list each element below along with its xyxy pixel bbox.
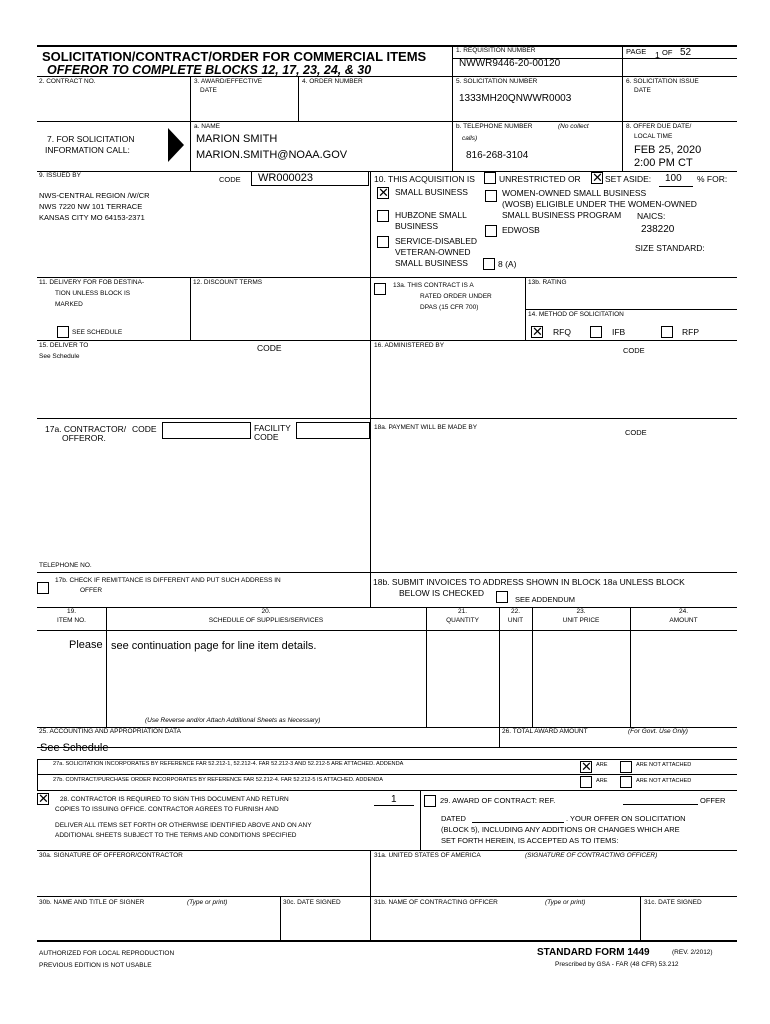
rule [630, 607, 631, 727]
your-offer-label: . YOUR OFFER ON SOLICITATION [566, 814, 686, 823]
rule [37, 759, 38, 790]
rule [106, 607, 107, 727]
percent-for-label: % FOR: [697, 174, 728, 184]
date-signed-label: 30c. DATE SIGNED [283, 899, 341, 906]
rule [472, 822, 564, 823]
submit-invoices-label-2: BELOW IS CHECKED [399, 588, 485, 598]
due-date-label: 8. OFFER DUE DATE/ [626, 123, 692, 130]
telephone-no-label: TELEPHONE NO. [39, 562, 92, 569]
col-quantity-number: 21. [457, 608, 468, 615]
set-aside-percent[interactable]: 100 [665, 173, 682, 184]
wosb-checkbox[interactable] [485, 190, 497, 202]
rule [370, 418, 371, 608]
contract-no-label: 2. CONTRACT NO. [39, 78, 96, 85]
govt-use-label: (For Govt. Use Only) [628, 728, 688, 735]
27b-are-not-label: ARE NOT ATTACHED [636, 778, 692, 784]
form-number: STANDARD FORM 1449 [537, 947, 650, 958]
rule [37, 630, 737, 631]
rule [190, 76, 191, 121]
rated-order-checkbox[interactable] [374, 283, 386, 295]
block5-label: (BLOCK 5), INCLUDING ANY ADDITIONS OR CHANGES WHICH ARE [441, 825, 680, 834]
award-contract-label: 29. AWARD OF CONTRACT: REF. [440, 796, 556, 805]
award-date-label-2: DATE [200, 87, 217, 94]
remittance-checkbox[interactable] [37, 582, 49, 594]
offer-due-date[interactable]: FEB 25, 2020 [634, 144, 702, 156]
solicitation-number[interactable]: 1333MH20QNWWR0003 [459, 93, 572, 104]
see-schedule-checkbox[interactable] [57, 326, 69, 338]
set-aside-label: SET ASIDE: [605, 174, 652, 184]
contact-email[interactable]: MARION.SMITH@NOAA.GOV [196, 149, 348, 161]
dated-label: DATED [441, 814, 466, 823]
see-addendum-label: SEE ADDENDUM [515, 595, 576, 604]
col-quantity-label: QUANTITY [446, 617, 479, 624]
info-call-label-2: INFORMATION CALL: [45, 145, 130, 155]
form-revision: (REV. 2/2012) [672, 949, 713, 956]
form-subtitle: OFFEROR TO COMPLETE BLOCKS 12, 17, 23, 24, & 30 [47, 63, 372, 77]
naics-label: NAICS: [637, 211, 666, 221]
page-label: PAGE [626, 47, 647, 56]
rfq-label: RFQ [553, 327, 571, 337]
see-addendum-checkbox[interactable] [496, 591, 508, 603]
28-label-1: 28. CONTRACTOR IS REQUIRED TO SIGN THIS DOCUMENT AND RETURN [60, 796, 289, 803]
col-schedule-number: 20. [261, 608, 271, 615]
sdvosb-checkbox[interactable] [377, 236, 389, 248]
8a-checkbox[interactable] [483, 258, 495, 270]
contractor-label-1: 17a. CONTRACTOR/ [45, 424, 127, 434]
rule [37, 121, 737, 122]
27b-are-label: ARE [596, 778, 608, 784]
27b-are-checkbox[interactable] [580, 776, 592, 788]
local-reproduction-note: AUTHORIZED FOR LOCAL REPRODUCTION [39, 950, 175, 957]
rule [37, 850, 737, 851]
contractor-label-2: OFFEROR. [62, 433, 106, 443]
calls-label: calls) [462, 135, 478, 142]
small-business-checkbox[interactable]: ✕ [378, 185, 389, 200]
rule [37, 790, 737, 791]
award-date-label: 3. AWARD/EFFECTIVE [194, 78, 263, 85]
rule [190, 121, 191, 171]
27b-are-not-checkbox[interactable] [620, 776, 632, 788]
col-unit-price-number: 23. [576, 608, 586, 615]
col-unit-number: 22. [510, 608, 521, 615]
name-label: a. NAME [194, 123, 221, 130]
rule [37, 774, 737, 775]
col-unit-label: UNIT [507, 617, 524, 624]
co-name-label: 31b. NAME OF CONTRACTING OFFICER [374, 899, 498, 906]
order-number-label: 4. ORDER NUMBER [302, 78, 363, 85]
bottom-border [37, 940, 737, 942]
remittance-label-1: 17b. CHECK IF REMITTANCE IS DIFFERENT AND PUT SUCH ADDRESS IN [55, 577, 281, 584]
usa-label: 31a. UNITED STATES OF AMERICA [374, 852, 481, 859]
payment-label: 18a. PAYMENT WILL BE MADE BY [374, 424, 478, 431]
issuer-address-1: NWS-CENTRAL REGION /W/CR [39, 191, 150, 200]
rule [37, 340, 737, 341]
line-item-description[interactable]: see continuation page for line item details. [111, 640, 317, 652]
sdvosb-label-1: SERVICE-DISABLED [395, 236, 478, 246]
rule [298, 76, 299, 121]
issued-by-label: 9. ISSUED BY [39, 172, 81, 179]
accounting-label: 25. ACCOUNTING AND APPROPRIATION DATA [39, 728, 181, 735]
27a-are-label: ARE [596, 762, 608, 768]
hubzone-label-2: BUSINESS [395, 221, 438, 231]
28-label-2: COPIES TO ISSUING OFFICE. CONTRACTOR AGREES TO FURNISH AND [55, 806, 279, 813]
page-total: 52 [680, 47, 692, 58]
administered-by-label: 16. ADMINISTERED BY [374, 342, 445, 349]
rule [420, 790, 421, 850]
form-title: SOLICITATION/CONTRACT/ORDER FOR COMMERCIAL ITEMS [42, 49, 427, 64]
arrow-icon [168, 128, 184, 162]
rule [370, 171, 371, 418]
28-label-3: DELIVER ALL ITEMS SET FORTH OR OTHERWISE IDENTIFIED ABOVE AND ON ANY [55, 822, 312, 829]
wosb-label-3: SMALL BUSINESS PROGRAM [502, 210, 622, 220]
rule [190, 277, 191, 340]
wosb-label-1: WOMEN-OWNED SMALL BUSINESS [502, 188, 647, 198]
facility-code-box[interactable] [296, 422, 370, 439]
deliver-to-value[interactable]: See Schedule [39, 353, 80, 360]
acquisition-label: 10. THIS ACQUISITION IS [374, 174, 475, 184]
rule [37, 418, 737, 419]
small-business-label: SMALL BUSINESS [395, 187, 468, 197]
rule [280, 896, 281, 940]
contact-name[interactable]: MARION SMITH [196, 133, 278, 145]
facility-code-label-2: CODE [254, 432, 279, 442]
local-time-label: LOCAL TIME [634, 133, 673, 140]
copies-count[interactable]: 1 [391, 794, 397, 805]
facility-code-label-1: FACILITY [254, 423, 291, 433]
col-amount-label: AMOUNT [669, 617, 698, 624]
contractor-code-box[interactable] [162, 422, 251, 439]
rated-order-label-3: DPAS (15 CFR 700) [420, 304, 479, 311]
total-award-label: 26. TOTAL AWARD AMOUNT [502, 728, 588, 735]
offeror-signature-label: 30a. SIGNATURE OF OFFEROR/CONTRACTOR [39, 852, 183, 859]
co-date-signed-label: 31c. DATE SIGNED [644, 899, 702, 906]
rule [623, 804, 698, 805]
delivery-label-2: TION UNLESS BLOCK IS [55, 290, 131, 297]
set-aside-checkbox[interactable]: ✕ [592, 170, 603, 185]
issuer-address-2: NWS 7220 NW 101 TERRACE [39, 202, 143, 211]
requisition-number[interactable]: NWWR9446-20-00120 [459, 58, 561, 69]
offer-label: OFFER [700, 796, 726, 805]
rule [374, 805, 414, 806]
code-label: CODE [219, 175, 241, 184]
rating-label: 13b. RATING [528, 279, 567, 286]
8a-label: 8 (A) [498, 259, 517, 269]
delivery-label-3: MARKED [55, 301, 83, 308]
info-call-label: 7. FOR SOLICITATION [47, 134, 135, 144]
of-label: OF [662, 48, 673, 57]
issue-date-label: 6. SOLICITATION ISSUE [626, 78, 699, 85]
sdvosb-label-2: VETERAN-OWNED [395, 247, 471, 257]
27b-label: 27b. CONTRACT/PURCHASE ORDER INCORPORATES BY REFERENCE FAR 52.212-4. FAR 52.212-5 IS ATTACHED. ADDENDA [53, 777, 384, 783]
rule [532, 607, 533, 727]
unrestricted-checkbox[interactable] [484, 172, 496, 184]
deliver-to-code-label: CODE [257, 343, 282, 353]
rule [499, 607, 500, 747]
rule [37, 572, 737, 573]
see-schedule-label: SEE SCHEDULE [72, 329, 123, 336]
naics-code[interactable]: 238220 [641, 224, 675, 235]
27a-are-checkbox[interactable]: ✕ [581, 759, 592, 774]
unrestricted-label: UNRESTRICTED OR [499, 174, 581, 184]
submit-invoices-label-1: 18b. SUBMIT INVOICES TO ADDRESS SHOWN IN BLOCK 18a UNLESS BLOCK [373, 577, 685, 587]
col-schedule-label: SCHEDULE OF SUPPLIES/SERVICES [208, 617, 324, 624]
issued-code[interactable]: WR000023 [258, 172, 314, 184]
discount-terms-label: 12. DISCOUNT TERMS [193, 279, 263, 286]
27a-label: 27a. SOLICITATION INCORPORATES BY REFERENCE FAR 52.212-1, 52.212-4. FAR 52.212-3 AND 52.212-5 ARE ATTACHED. ADDENDA [53, 761, 404, 767]
accounting-value[interactable]: See Schedule [40, 742, 109, 754]
payment-code-label: CODE [625, 428, 647, 437]
rule [37, 607, 737, 608]
telephone-label: b. TELEPHONE NUMBER [456, 123, 533, 130]
reverse-note: (Use Reverse and/or Attach Additional Sheets as Necessary) [145, 717, 321, 724]
rule [37, 277, 737, 278]
size-standard-label: SIZE STANDARD: [635, 243, 705, 253]
hubzone-checkbox[interactable] [377, 210, 389, 222]
award-contract-checkbox[interactable] [424, 795, 436, 807]
rule [426, 607, 427, 727]
contractor-code-label: CODE [132, 424, 157, 434]
type-print-label-2: (Type or print) [545, 899, 586, 906]
rule [622, 121, 623, 171]
rule [37, 896, 737, 897]
rule [640, 896, 641, 940]
previous-edition-note: PREVIOUS EDITION IS NOT USABLE [39, 962, 152, 969]
rule [452, 121, 453, 171]
co-signature-label: (SIGNATURE OF CONTRACTING OFFICER) [525, 852, 658, 859]
offer-due-time[interactable]: 2:00 PM CT [634, 157, 693, 169]
prescribed-by: Prescribed by GSA - FAR (48 CFR) 53.212 [555, 961, 679, 968]
col-item-number: 19. [66, 608, 77, 615]
rule [622, 46, 623, 121]
issue-date-label-2: DATE [634, 87, 651, 94]
contractor-sign-checkbox[interactable]: ✕ [38, 791, 49, 806]
set-forth-label: SET FORTH HEREIN, IS ACCEPTED AS TO ITEMS: [441, 836, 619, 845]
delivery-label-1: 11. DELIVERY FOR FOB DESTINA- [39, 279, 145, 286]
method-label: 14. METHOD OF SOLICITATION [528, 311, 624, 318]
rule [370, 850, 371, 940]
no-collect-label: (No collect [558, 123, 589, 130]
sdvosb-label-3: SMALL BUSINESS [395, 258, 468, 268]
27a-are-not-checkbox[interactable] [620, 761, 632, 773]
rfq-checkbox[interactable]: ✕ [532, 324, 543, 339]
27a-are-not-label: ARE NOT ATTACHED [636, 762, 692, 768]
rfp-checkbox[interactable] [661, 326, 673, 338]
contact-phone[interactable]: 816-268-3104 [466, 150, 529, 161]
administered-code-label: CODE [623, 346, 645, 355]
col-item-label: ITEM NO. [57, 617, 86, 624]
solicitation-number-label: 5. SOLICITATION NUMBER [456, 78, 538, 85]
requisition-label: 1. REQUISITION NUMBER [456, 47, 536, 54]
rated-order-label-1: 13a. THIS CONTRACT IS A [393, 282, 474, 289]
hubzone-label-1: HUBZONE SMALL [395, 210, 467, 220]
rule [452, 46, 453, 121]
rfp-label: RFP [682, 327, 699, 337]
28-label-4: ADDITIONAL SHEETS SUBJECT TO THE TERMS AND CONDITIONS SPECIFIED [55, 832, 297, 839]
remittance-label-2: OFFER [80, 587, 103, 594]
edwosb-label: EDWOSB [502, 225, 540, 235]
rated-order-label-2: RATED ORDER UNDER [420, 293, 492, 300]
issuer-address-3: KANSAS CITY MO 64153-2371 [39, 213, 145, 222]
page-number: 1 [655, 50, 660, 60]
col-unit-price-label: UNIT PRICE [562, 617, 600, 624]
wosb-label-2: (WOSB) ELIGIBLE UNDER THE WOMEN-OWNED [502, 199, 697, 209]
signer-name-label: 30b. NAME AND TITLE OF SIGNER [39, 899, 145, 906]
deliver-to-label: 15. DELIVER TO [39, 342, 89, 349]
rule [37, 759, 737, 760]
line-item-number[interactable]: Please [69, 639, 103, 651]
rule [659, 186, 693, 187]
type-print-label: (Type or print) [187, 899, 228, 906]
ifb-label: IFB [612, 327, 626, 337]
rule [37, 747, 737, 748]
edwosb-checkbox[interactable] [485, 225, 497, 237]
rule [525, 309, 737, 310]
col-amount-number: 24. [678, 608, 689, 615]
rule [37, 171, 737, 172]
ifb-checkbox[interactable] [590, 326, 602, 338]
